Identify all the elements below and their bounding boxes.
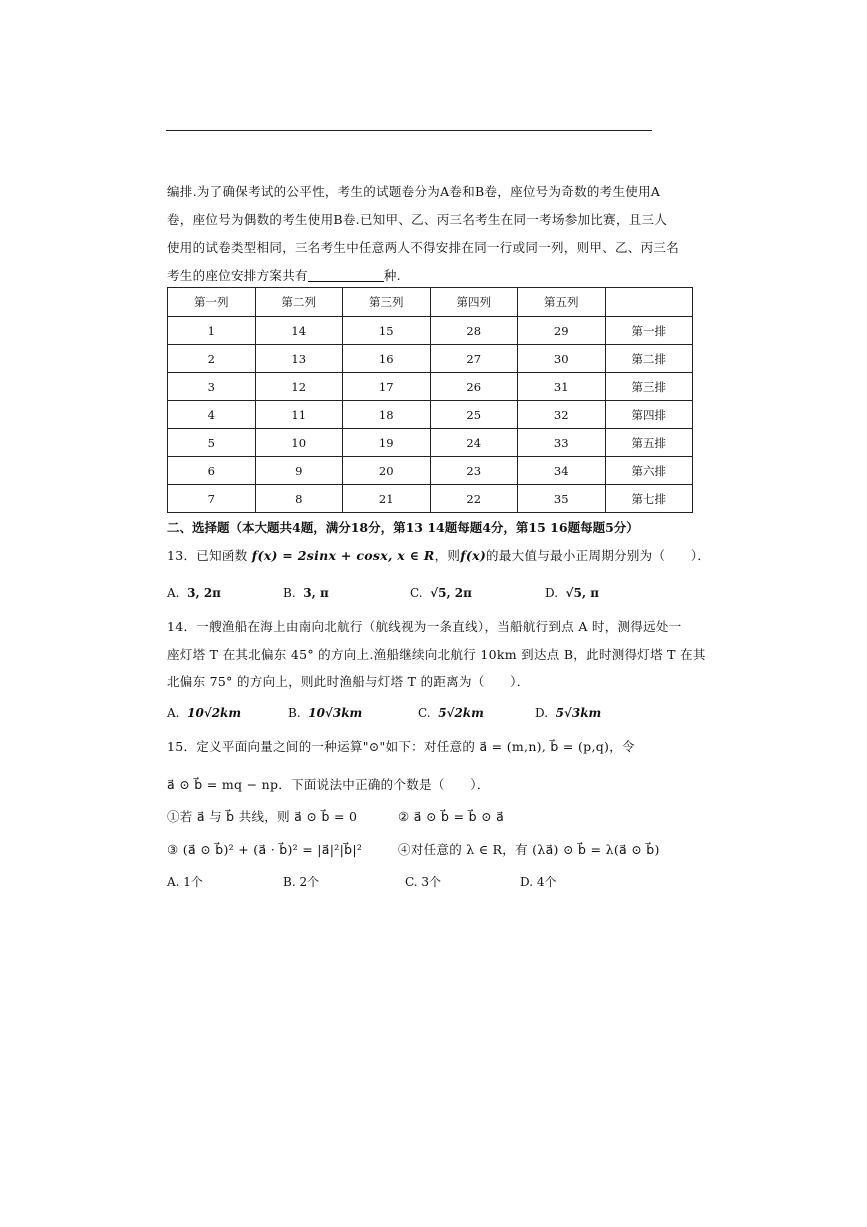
header-cell: [605, 288, 693, 317]
table-row: [168, 373, 693, 401]
table-cell: 18: [343, 401, 431, 429]
intro-line-4-text: 考生的座位安排方案共有: [167, 268, 308, 283]
header-cell: 第四列: [430, 288, 518, 317]
option-value: 5√3km: [555, 706, 602, 720]
q13-option-d: [545, 586, 599, 600]
option-value: √5, 2π: [430, 586, 472, 600]
table-row: [168, 485, 693, 513]
table-row: [168, 401, 693, 429]
table-cell: 32: [518, 401, 606, 429]
table-cell: 30: [518, 345, 606, 373]
table-cell: 34: [518, 457, 606, 485]
q14-line-1: 14．一艘渔船在海上由南向北航行（航线视为一条直线），当船航行到点 A 时，测得远处一: [167, 619, 682, 634]
table-cell: 35: [518, 485, 606, 513]
table-cell: 8: [255, 485, 343, 513]
q15-statement-2: ② a⃗ ⊙ b⃗ = b⃗ ⊙ a⃗: [398, 809, 505, 824]
table-cell: 33: [518, 429, 606, 457]
table-cell: 第六排: [605, 457, 693, 485]
table-cell: 3: [168, 373, 256, 401]
table-cell: 29: [518, 317, 606, 345]
q15-statement-1: ①若 a⃗ 与 b⃗ 共线，则 a⃗ ⊙ b⃗ = 0: [167, 809, 358, 824]
q13-option-c: [410, 586, 472, 600]
table-cell: 第三排: [605, 373, 693, 401]
q13-option-a: [167, 586, 221, 600]
table-cell: 17: [343, 373, 431, 401]
table-row: [168, 317, 693, 345]
option-letter: D.: [535, 706, 549, 720]
q14-option-c: [418, 706, 484, 720]
intro-line-3: 使用的试卷类型相同，三名考生中任意两人不得安排在同一行或同一列，则甲、乙、丙三名: [167, 240, 680, 255]
table-row: [168, 345, 693, 373]
q15-statement-4: ④对任意的 λ ∈ R，有 (λa⃗) ⊙ b⃗ = λ(a⃗ ⊙ b⃗): [398, 842, 660, 857]
option-letter: C.: [410, 586, 423, 600]
q13-middle: ，则: [434, 548, 461, 563]
table-cell: 21: [343, 485, 431, 513]
option-value: √5, π: [565, 586, 600, 600]
q13-prefix: 13．已知函数: [167, 548, 248, 563]
table-cell: 第一排: [605, 317, 693, 345]
option-value: 10√3km: [308, 706, 363, 720]
q14-option-b: [288, 706, 362, 720]
table-cell: 31: [518, 373, 606, 401]
table-cell: 23: [430, 457, 518, 485]
table-cell: 20: [343, 457, 431, 485]
table-cell: 22: [430, 485, 518, 513]
table-cell: 24: [430, 429, 518, 457]
table-cell: 4: [168, 401, 256, 429]
table-cell: 9: [255, 457, 343, 485]
option-letter: C.: [418, 706, 431, 720]
q15-statement-3: ③ (a⃗ ⊙ b⃗)² + (a⃗ · b⃗)² = |a⃗|²|b⃗|²: [167, 842, 363, 857]
header-cell: 第三列: [343, 288, 431, 317]
q15-option-b: B. 2个: [283, 875, 320, 889]
option-letter: A.: [167, 586, 180, 600]
q14-option-d: [535, 706, 601, 720]
table-header-row: [168, 288, 693, 317]
table-cell: 25: [430, 401, 518, 429]
table-cell: 26: [430, 373, 518, 401]
q13-suffix: 的最大值与最小正周期分别为（ ）．: [486, 548, 711, 563]
seat-table: [167, 287, 693, 513]
q15-option-a: A. 1个: [167, 875, 203, 889]
option-letter: B.: [288, 706, 301, 720]
option-value: 3, 2π: [187, 586, 221, 600]
table-cell: 19: [343, 429, 431, 457]
q14-line-3: 北偏东 75° 的方向上，则此时渔船与灯塔 T 的距离为（ ）．: [167, 674, 530, 689]
intro-line-1: 编排.为了确保考试的公平性，考生的试题卷分为A卷和B卷，座位号为奇数的考生使用A: [167, 184, 661, 199]
q15-line-1: 15．定义平面向量之间的一种运算"⊙"如下：对任意的 a⃗ = (m,n), b⃗ = (p,q)，令: [167, 739, 635, 754]
table-cell: 28: [430, 317, 518, 345]
table-cell: 2: [168, 345, 256, 373]
answer-blank: [308, 269, 384, 282]
table-row: [168, 429, 693, 457]
intro-line-4-end: 种.: [383, 268, 401, 283]
header-cell: 第五列: [518, 288, 606, 317]
table-cell: 第七排: [605, 485, 693, 513]
q13-function-2: f(x): [460, 548, 487, 563]
q14-option-a: [167, 706, 241, 720]
option-letter: D.: [545, 586, 559, 600]
table-cell: 13: [255, 345, 343, 373]
table-cell: 15: [343, 317, 431, 345]
header-cell: 第二列: [255, 288, 343, 317]
question-13: [167, 548, 710, 564]
option-value: 5√2km: [438, 706, 484, 720]
table-cell: 第五排: [605, 429, 693, 457]
header-cell: 第一列: [168, 288, 256, 317]
option-letter: A.: [167, 706, 180, 720]
table-cell: 10: [255, 429, 343, 457]
table-cell: 1: [168, 317, 256, 345]
option-letter: B.: [283, 586, 296, 600]
table-cell: 11: [255, 401, 343, 429]
q15-line-2: a⃗ ⊙ b⃗ = mq − np．下面说法中正确的个数是（ ）．: [167, 777, 490, 792]
table-cell: 16: [343, 345, 431, 373]
intro-line-2: 卷，座位号为偶数的考生使用B卷.已知甲、乙、丙三名考生在同一考场参加比赛，且三人: [167, 212, 668, 227]
section-heading: 二、选择题（本大题共4题，满分18分，第13 14题每题4分，第15 16题每题5分）: [167, 520, 639, 535]
q15-option-d: D. 4个: [520, 875, 557, 889]
q14-line-2: 座灯塔 T 在其北偏东 45° 的方向上.渔船继续向北航行 10km 到达点 B，此时测得灯塔 T 在其: [167, 647, 706, 662]
option-value: 3, π: [303, 586, 329, 600]
intro-line-4: [167, 268, 401, 284]
q15-option-c: C. 3个: [405, 875, 442, 889]
table-cell: 第二排: [605, 345, 693, 373]
q13-function: f(x) = 2sinx + cosx, x ∈ R: [251, 548, 435, 563]
table-cell: 5: [168, 429, 256, 457]
table-row: [168, 457, 693, 485]
table-cell: 14: [255, 317, 343, 345]
table-cell: 第四排: [605, 401, 693, 429]
option-value: 10√2km: [187, 706, 242, 720]
table-cell: 27: [430, 345, 518, 373]
table-cell: 6: [168, 457, 256, 485]
header-rule: [166, 130, 652, 131]
q13-option-b: [283, 586, 329, 600]
table-cell: 12: [255, 373, 343, 401]
table-cell: 7: [168, 485, 256, 513]
